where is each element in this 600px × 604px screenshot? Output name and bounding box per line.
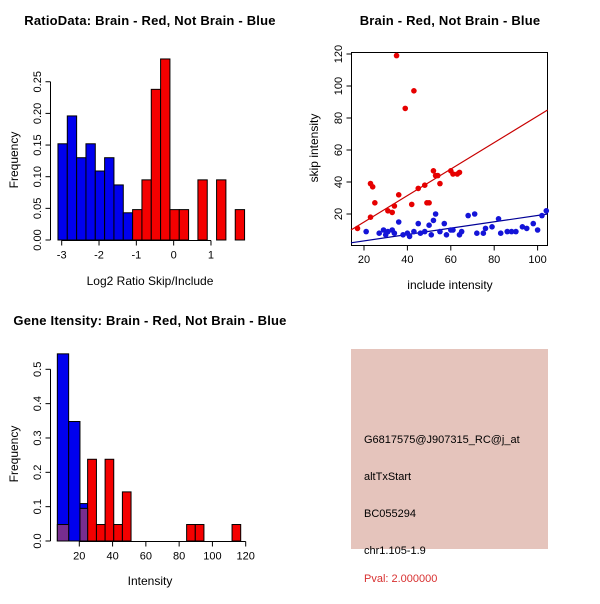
svg-text:0.05: 0.05 — [31, 197, 44, 220]
svg-text:60: 60 — [332, 143, 345, 157]
svg-text:0.2: 0.2 — [31, 464, 44, 480]
svg-text:20: 20 — [357, 254, 371, 266]
svg-text:0.25: 0.25 — [31, 71, 44, 93]
svg-text:80: 80 — [332, 111, 345, 125]
panel-ratio-histogram — [0, 0, 300, 300]
svg-text:0.5: 0.5 — [31, 361, 44, 377]
svg-text:0.00: 0.00 — [31, 229, 44, 251]
gene-histogram-title: Gene Itensity: Brain - Red, Not Brain - Blue — [13, 313, 287, 328]
svg-text:100: 100 — [528, 254, 547, 266]
svg-text:40: 40 — [332, 175, 345, 189]
svg-text:100: 100 — [332, 76, 345, 96]
ratio-histogram-title: RatioData: Brain - Red, Not Brain - Blue — [24, 13, 276, 28]
svg-text:100: 100 — [203, 550, 222, 563]
pval-text: Pval: 2.000000 — [364, 573, 438, 585]
svg-text:0.0: 0.0 — [31, 533, 44, 549]
svg-text:0.1: 0.1 — [31, 499, 44, 515]
svg-text:80: 80 — [488, 254, 501, 266]
svg-text:0: 0 — [170, 249, 177, 262]
svg-text:0.10: 0.10 — [31, 165, 44, 188]
svg-text:20: 20 — [73, 550, 86, 563]
svg-text:40: 40 — [106, 550, 119, 563]
svg-text:0.15: 0.15 — [31, 134, 44, 156]
probe-info-box — [351, 349, 548, 585]
gene-histogram-canvas — [0, 300, 300, 600]
accession-text: BC055294 — [364, 508, 416, 520]
panel-gene-histogram — [0, 300, 300, 600]
scatter-canvas — [300, 0, 600, 300]
svg-text:0.20: 0.20 — [31, 102, 44, 125]
svg-text:1: 1 — [207, 249, 215, 262]
svg-text:120: 120 — [236, 550, 255, 563]
ratio-histogram-xlabel: Log2 Ratio Skip/Include — [86, 274, 214, 288]
chromosome-text: chr1.105-1.9 — [364, 545, 426, 557]
svg-text:20: 20 — [332, 207, 345, 221]
panel-scatter — [300, 0, 600, 300]
scatter-ylabel: skip intensity — [307, 113, 321, 183]
svg-text:0.4: 0.4 — [31, 395, 44, 412]
svg-text:-3: -3 — [56, 249, 67, 262]
svg-text:120: 120 — [332, 44, 345, 64]
svg-text:40: 40 — [401, 254, 414, 266]
splice-event-text: altTxStart — [364, 471, 412, 483]
panel-probe-info — [300, 300, 600, 600]
svg-text:60: 60 — [139, 550, 152, 563]
gene-histogram-ylabel: Frequency — [7, 425, 21, 483]
scatter-xlabel: include intensity — [407, 278, 493, 292]
scatter-title: Brain - Red, Not Brain - Blue — [359, 13, 541, 28]
ratio-histogram-canvas — [0, 0, 300, 300]
probe-id-text: G6817575@J907315_RC@j_at — [364, 434, 520, 446]
svg-text:80: 80 — [173, 550, 186, 563]
svg-text:-2: -2 — [94, 249, 104, 262]
gene-histogram-xlabel: Intensity — [127, 574, 173, 588]
svg-text:0.3: 0.3 — [31, 430, 44, 446]
svg-text:-1: -1 — [131, 249, 142, 262]
ratio-histogram-ylabel: Frequency — [7, 131, 21, 189]
svg-text:60: 60 — [444, 254, 457, 266]
